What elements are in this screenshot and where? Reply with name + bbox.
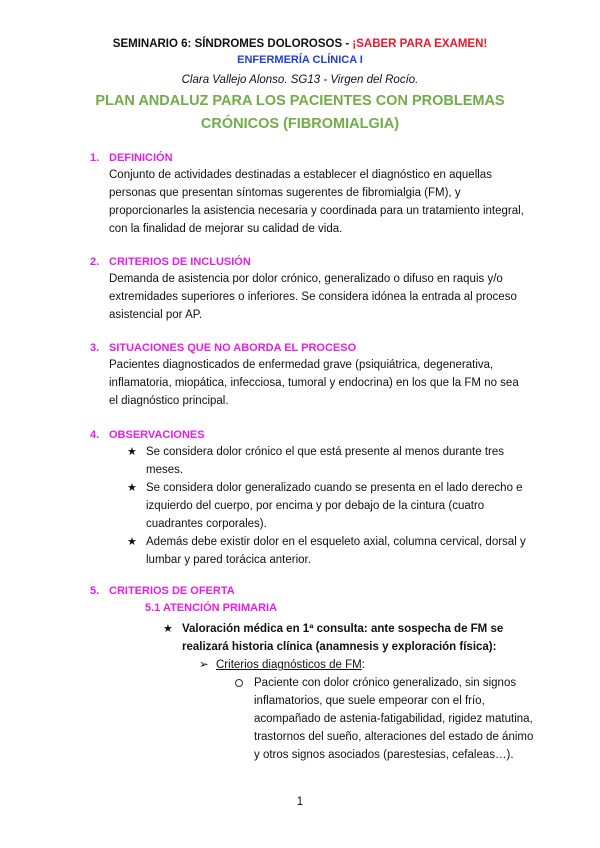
exam-note: ¡SABER PARA EXAMEN! <box>352 38 488 50</box>
list-item-text: Se considera dolor generalizado cuando se presenta en el lado derecho e izquierdo del cuerpo, por encima y por debajo de la cintura (cuatro cuadrantes corporales). <box>146 482 523 530</box>
criteria-link-text: Criterios diagnósticos de FM <box>216 659 362 671</box>
author-line: Clara Vallejo Alonso. SG13 - Virgen del Rocío. <box>181 74 419 86</box>
star-bullet-icon: ★ <box>127 446 137 458</box>
section-number: 3. <box>90 342 100 354</box>
section-text-situaciones: Pacientes diagnosticados de enfermedad grave (psiquiátrica, degenerativa, inflamatoria, miopática, infecciosa, tumoral y endocrina) en los que la FM no sea el diagnóstico principal. <box>109 359 519 407</box>
page-number: 1 <box>296 796 304 808</box>
section-title: CRITERIOS DE OFERTA <box>109 585 235 597</box>
section-number: 1. <box>90 152 100 164</box>
section-title: SITUACIONES QUE NO ABORDA EL PROCESO <box>109 342 357 354</box>
seminar-title: SEMINARIO 6: SÍNDROMES DOLOROSOS - <box>112 38 353 50</box>
section-title: OBSERVACIONES <box>109 429 205 441</box>
document-title-line-2: CRÓNICOS (FIBROMIALGIA) <box>200 116 400 132</box>
list-item-text: Además debe existir dolor en el esqueleto axial, columna cervical, dorsal y lumbar y pared torácica anterior. <box>146 536 526 566</box>
list-item-text: Paciente con dolor crónico generalizado, sin signos inflamatorios, que suele empeorar con el frío, acompañado de astenia-fatigabilidad, rigidez matutina, trastornos del sueño, alteraciones del estado de ánimo y otros signos asociados (parestesias, cefaleas…). <box>254 677 534 761</box>
criteria-colon: : <box>361 659 365 671</box>
section-number: 2. <box>90 256 100 268</box>
circle-bullet-icon <box>235 679 243 687</box>
subsection-atencion-primaria: 5.1 ATENCIÓN PRIMARIA <box>145 602 278 614</box>
star-bullet-icon: ★ <box>127 536 137 548</box>
arrow-bullet-icon: ➢ <box>199 659 209 671</box>
section-number: 5. <box>90 585 100 597</box>
section-text-definicion: Conjunto de actividades destinadas a establecer el diagnóstico en aquellas personas que presentan síntomas sugerentes de fibromialgia (FM), y proporcionarles la asistencia necesaria y coordinada para un tratamiento integral, con la finalidad de mejorar su calidad de vida. <box>109 169 524 235</box>
list-item-text <box>216 656 365 674</box>
section-number: 4. <box>90 429 100 441</box>
star-bullet-icon: ★ <box>127 482 137 494</box>
list-item-text: Valoración médica en 1ª consulta: ante sospecha de FM se realizará historia clínica (anamnesis y exploración física): <box>182 623 504 653</box>
seminar-header <box>0 38 600 50</box>
list-item-text: Se considera dolor crónico el que está presente al menos durante tres meses. <box>146 446 504 476</box>
section-text-inclusion: Demanda de asistencia por dolor crónico, generalizado o difuso en raquis y/o extremidades superiores o inferiores. Se considera idónea la entrada al proceso asistencial por AP. <box>109 273 517 321</box>
section-title: CRITERIOS DE INCLUSIÓN <box>109 256 251 268</box>
document-title-line-1: PLAN ANDALUZ PARA LOS PACIENTES CON PROBLEMAS <box>95 93 505 109</box>
star-bullet-icon: ★ <box>163 623 173 635</box>
course-name: ENFERMERÍA CLÍNICA I <box>237 54 363 66</box>
section-title: DEFINICIÓN <box>109 152 173 164</box>
